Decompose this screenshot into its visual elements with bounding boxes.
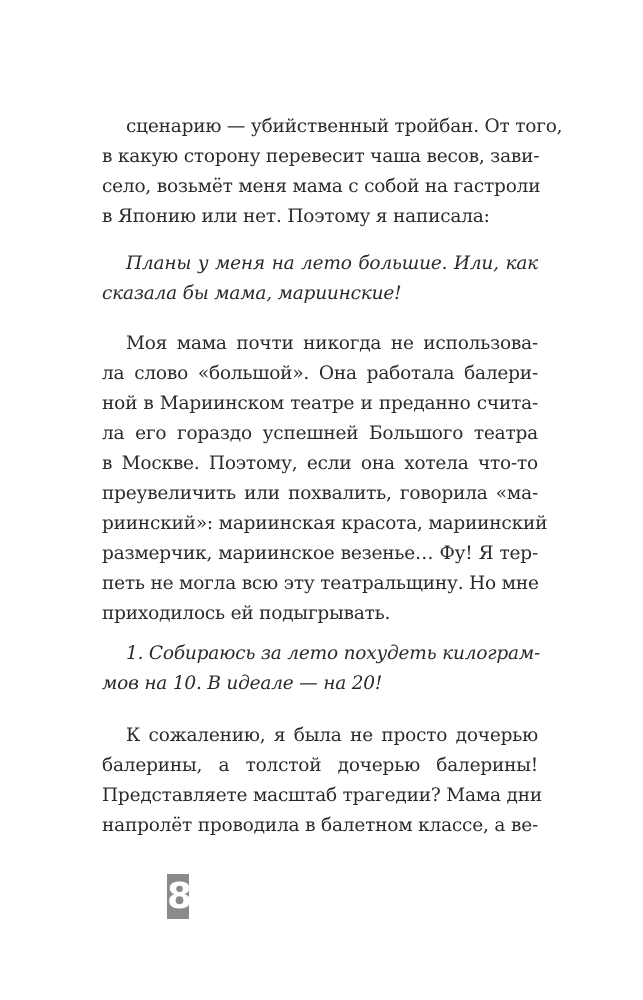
text-line: балерины, а толстой дочерью балерины! xyxy=(102,755,538,776)
text-line: ла его гораздо успешней Большого театра xyxy=(102,423,538,444)
text-line: ла слово «большой». Она работала балери- xyxy=(102,363,538,384)
paragraph-3 xyxy=(102,329,548,629)
text-line: К сожалению, я была не просто дочерью xyxy=(126,725,538,746)
text-line: петь не могла всю эту театральщину. Но мне xyxy=(102,573,539,594)
text-line: 1. Собираюсь за лето похудеть килограм- xyxy=(126,643,541,664)
text-line: сценарию — убийственный тройбан. От того, xyxy=(126,116,563,137)
text-line: преувеличить или похвалить, говорила «ма- xyxy=(102,483,538,504)
text-line: в какую сторону перевесит чаша весов, зави- xyxy=(102,146,540,167)
text-line: сказала бы мама, мариинские! xyxy=(102,283,402,304)
text-line: ной в Мариинском театре и преданно счита- xyxy=(102,393,538,414)
paragraph-5 xyxy=(102,721,542,841)
paragraph-4-italic xyxy=(102,639,541,699)
paragraph-2-italic xyxy=(102,249,538,309)
text-line: в Японию или нет. Поэтому я написала: xyxy=(102,206,490,227)
text-line: риинский»: мариинская красота, мариинский xyxy=(102,513,548,534)
text-line: Представляете масштаб трагедии? Мама дни xyxy=(102,785,542,806)
text-line: в Москве. Поэтому, если она хотела что-то xyxy=(102,453,538,474)
text-line: приходилось ей подыгрывать. xyxy=(102,603,391,624)
text-line: размерчик, мариинское везенье… Фу! Я тер- xyxy=(102,543,538,564)
text-line: Моя мама почти никогда не использова- xyxy=(126,333,538,354)
text-line: село, возьмёт меня мама с собой на гастроли xyxy=(102,176,541,197)
text-line: напролёт проводила в балетном классе, а ве- xyxy=(102,815,538,836)
text-line: мов на 10. В идеале — на 20! xyxy=(102,673,383,694)
page-number: 8 xyxy=(167,876,193,917)
paragraph-1 xyxy=(102,112,563,232)
text-line: Планы у меня на лето большие. Или, как xyxy=(126,253,538,274)
